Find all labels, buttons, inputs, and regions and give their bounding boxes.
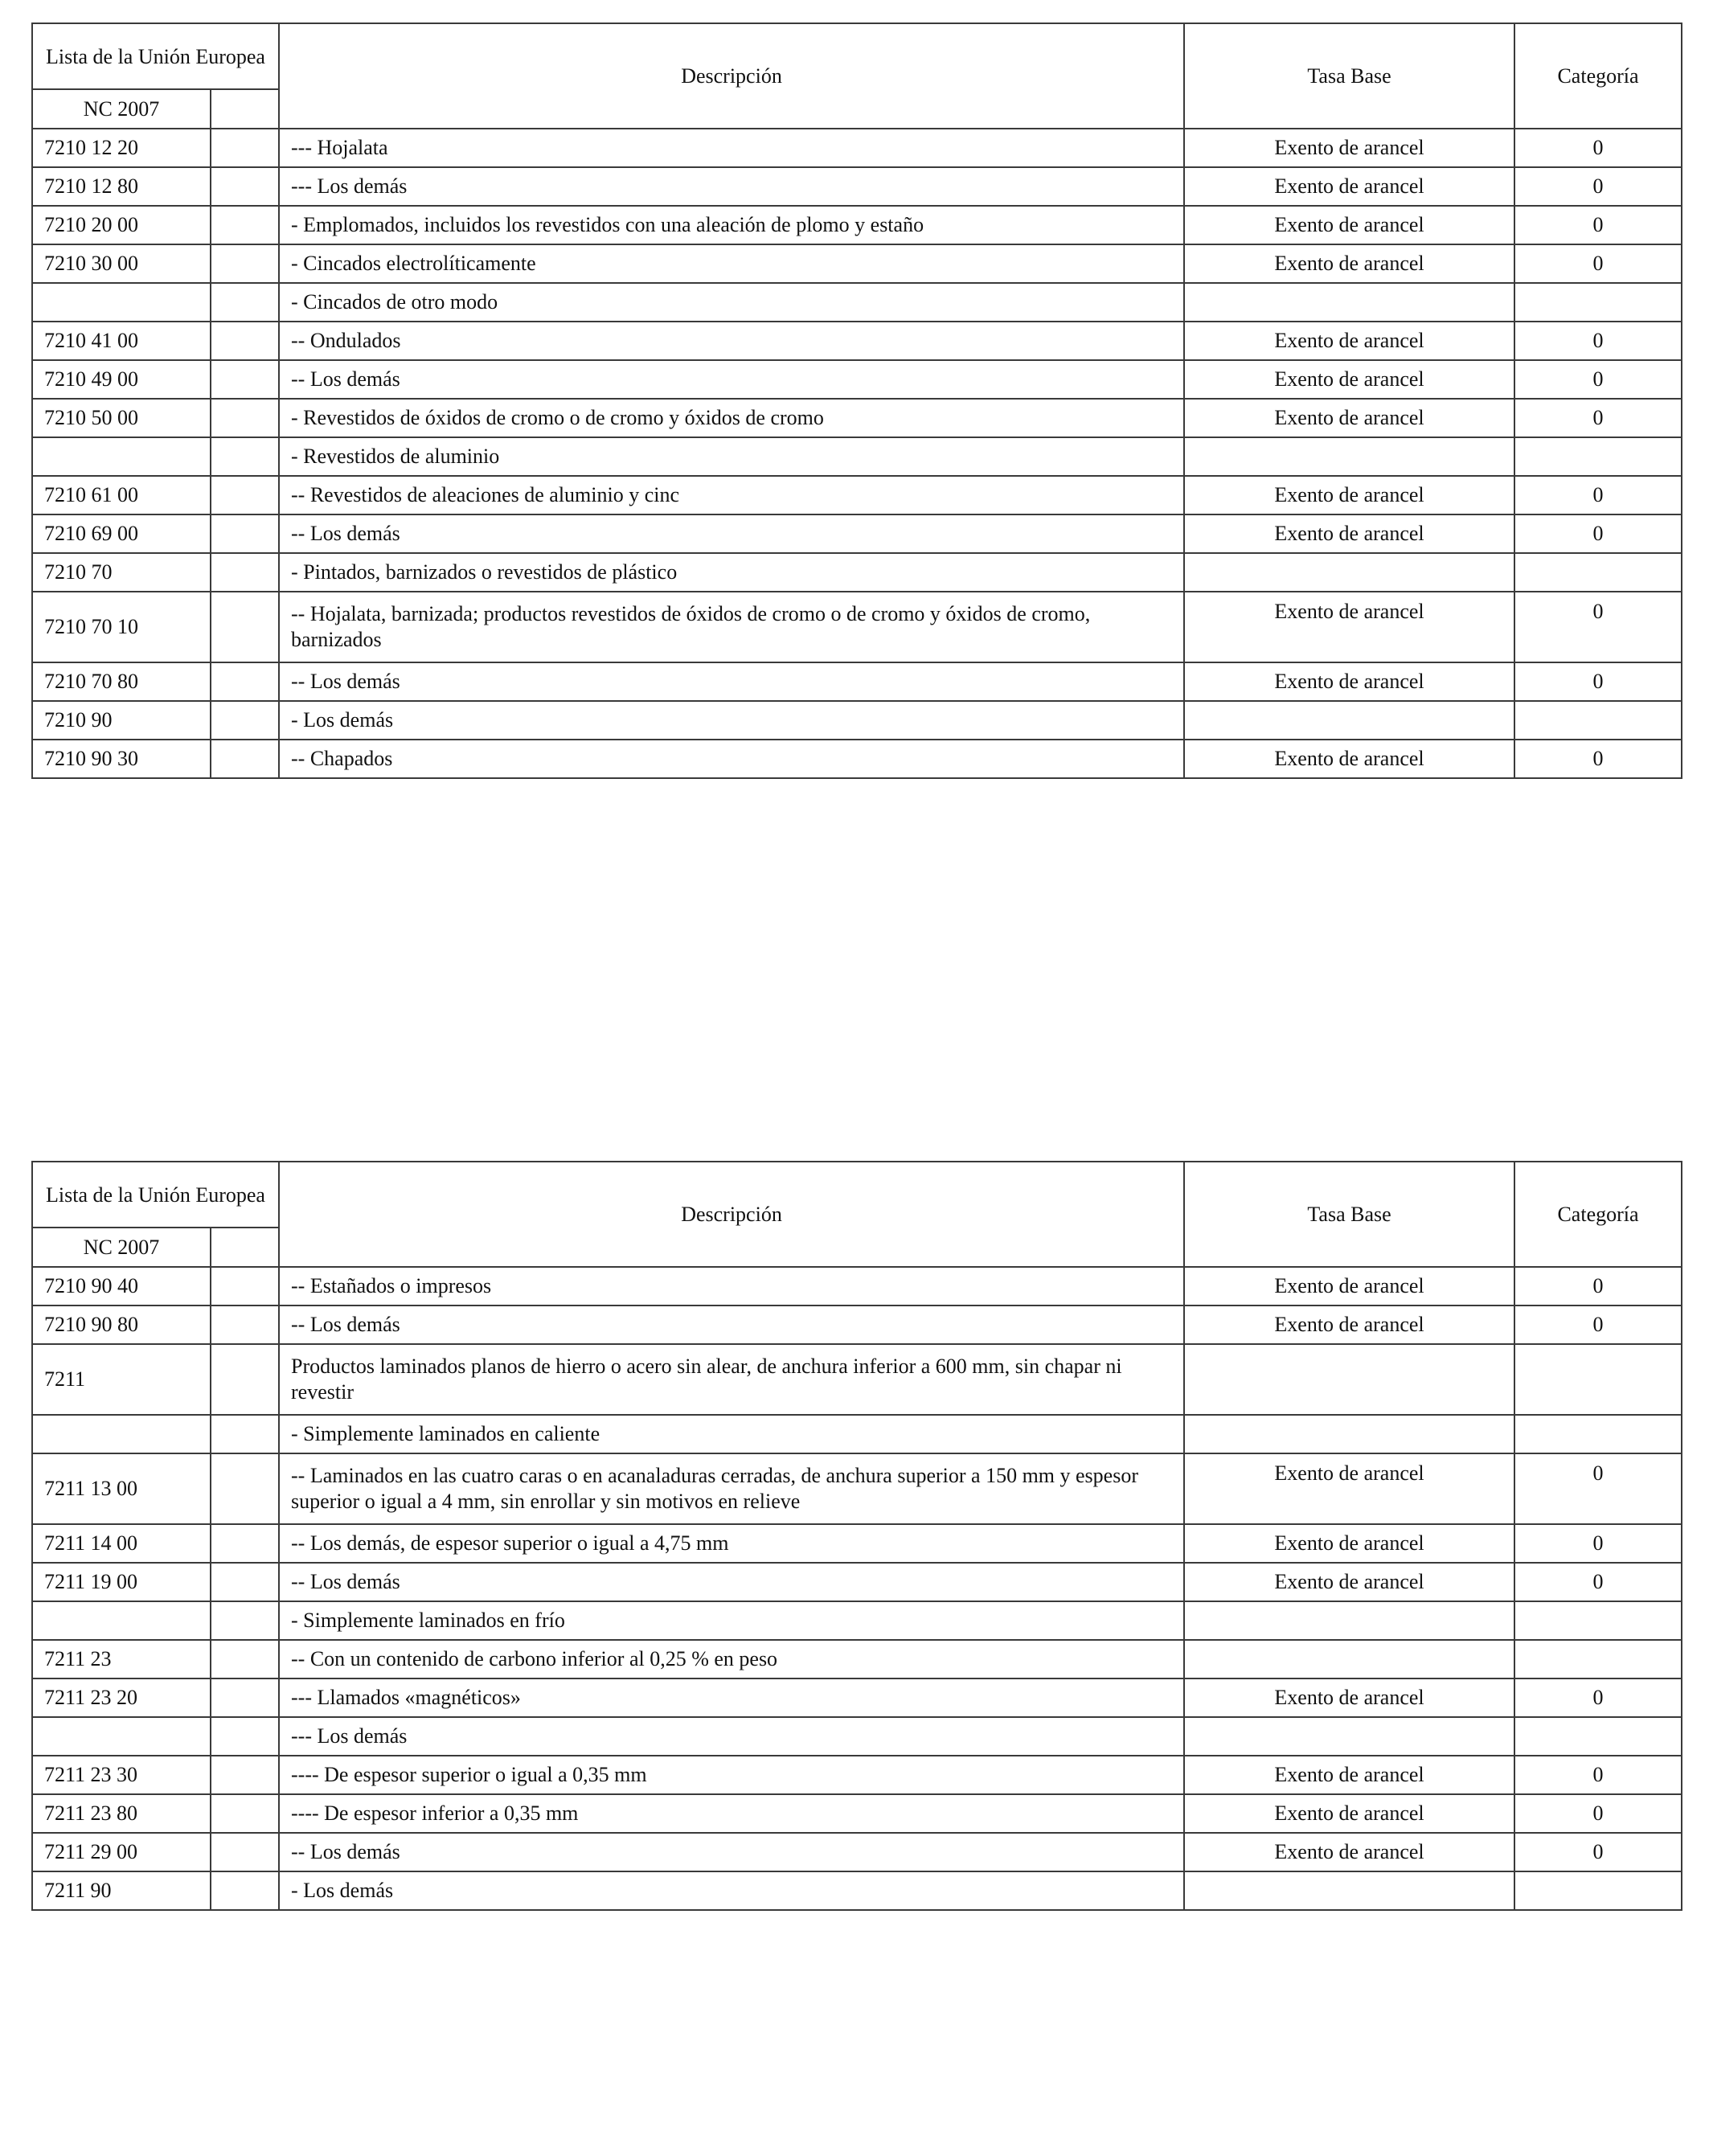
blank-cell bbox=[211, 1563, 279, 1601]
base-rate-cell bbox=[1184, 1344, 1514, 1415]
nc-code-cell: 7210 69 00 bbox=[32, 514, 211, 553]
table-row bbox=[32, 206, 1682, 244]
blank-cell bbox=[211, 1640, 279, 1678]
header-description: Descripción bbox=[279, 23, 1184, 129]
description-cell: - Los demás bbox=[279, 701, 1184, 740]
category-cell: 0 bbox=[1514, 1305, 1682, 1344]
description-cell: --- Los demás bbox=[279, 167, 1184, 206]
base-rate-cell: Exento de arancel bbox=[1184, 1678, 1514, 1717]
base-rate-cell bbox=[1184, 1871, 1514, 1910]
blank-cell bbox=[211, 701, 279, 740]
category-cell: 0 bbox=[1514, 1563, 1682, 1601]
base-rate-cell bbox=[1184, 1717, 1514, 1756]
category-cell: 0 bbox=[1514, 740, 1682, 778]
nc-code-cell: 7210 50 00 bbox=[32, 399, 211, 437]
category-cell: 0 bbox=[1514, 1267, 1682, 1305]
table-row bbox=[32, 1563, 1682, 1601]
nc-code-cell: 7210 12 20 bbox=[32, 129, 211, 167]
header-category: Categoría bbox=[1514, 1162, 1682, 1267]
nc-code-cell: 7211 19 00 bbox=[32, 1563, 211, 1601]
table-row bbox=[32, 129, 1682, 167]
table-row bbox=[32, 662, 1682, 701]
category-cell: 0 bbox=[1514, 1794, 1682, 1833]
base-rate-cell: Exento de arancel bbox=[1184, 740, 1514, 778]
nc-code-cell: 7210 61 00 bbox=[32, 476, 211, 514]
table-row bbox=[32, 1794, 1682, 1833]
base-rate-cell: Exento de arancel bbox=[1184, 322, 1514, 360]
description-cell: -- Los demás bbox=[279, 662, 1184, 701]
table-header bbox=[32, 1162, 1682, 1267]
category-cell: 0 bbox=[1514, 1678, 1682, 1717]
base-rate-cell: Exento de arancel bbox=[1184, 1453, 1514, 1524]
tariff-table-1 bbox=[31, 23, 1682, 779]
table-row bbox=[32, 1678, 1682, 1717]
blank-cell bbox=[211, 129, 279, 167]
description-cell: --- Hojalata bbox=[279, 129, 1184, 167]
base-rate-cell: Exento de arancel bbox=[1184, 1267, 1514, 1305]
description-cell: ---- De espesor inferior a 0,35 mm bbox=[279, 1794, 1184, 1833]
description-cell: -- Los demás bbox=[279, 1833, 1184, 1871]
table-row bbox=[32, 1267, 1682, 1305]
nc-code-cell: 7211 23 20 bbox=[32, 1678, 211, 1717]
base-rate-cell bbox=[1184, 553, 1514, 592]
blank-cell bbox=[211, 283, 279, 322]
base-rate-cell bbox=[1184, 437, 1514, 476]
description-cell: -- Revestidos de aleaciones de aluminio y cinc bbox=[279, 476, 1184, 514]
header-eu-list: Lista de la Unión Europea bbox=[32, 23, 279, 89]
category-cell bbox=[1514, 1415, 1682, 1453]
base-rate-cell bbox=[1184, 1640, 1514, 1678]
table-row bbox=[32, 1833, 1682, 1871]
table-row bbox=[32, 553, 1682, 592]
base-rate-cell: Exento de arancel bbox=[1184, 1305, 1514, 1344]
nc-code-cell: 7210 90 bbox=[32, 701, 211, 740]
blank-cell bbox=[211, 514, 279, 553]
category-cell: 0 bbox=[1514, 1453, 1682, 1524]
blank-cell bbox=[211, 1756, 279, 1794]
blank-cell bbox=[211, 1524, 279, 1563]
table-row bbox=[32, 1756, 1682, 1794]
table-row bbox=[32, 514, 1682, 553]
base-rate-cell: Exento de arancel bbox=[1184, 1794, 1514, 1833]
table-row bbox=[32, 1415, 1682, 1453]
category-cell: 0 bbox=[1514, 167, 1682, 206]
blank-cell bbox=[211, 322, 279, 360]
base-rate-cell bbox=[1184, 1415, 1514, 1453]
blank-cell bbox=[211, 476, 279, 514]
nc-code-cell: 7211 14 00 bbox=[32, 1524, 211, 1563]
nc-code-cell bbox=[32, 1717, 211, 1756]
nc-code-cell bbox=[32, 437, 211, 476]
base-rate-cell bbox=[1184, 1601, 1514, 1640]
table-row bbox=[32, 1453, 1682, 1524]
description-cell: - Pintados, barnizados o revestidos de plástico bbox=[279, 553, 1184, 592]
base-rate-cell: Exento de arancel bbox=[1184, 1756, 1514, 1794]
description-cell: --- Llamados «magnéticos» bbox=[279, 1678, 1184, 1717]
nc-code-cell: 7210 90 30 bbox=[32, 740, 211, 778]
category-cell bbox=[1514, 283, 1682, 322]
nc-code-cell: 7211 23 bbox=[32, 1640, 211, 1678]
nc-code-cell: 7211 23 30 bbox=[32, 1756, 211, 1794]
base-rate-cell bbox=[1184, 283, 1514, 322]
nc-code-cell: 7210 70 bbox=[32, 553, 211, 592]
table-row bbox=[32, 437, 1682, 476]
table-row bbox=[32, 740, 1682, 778]
blank-cell bbox=[211, 1453, 279, 1524]
description-cell: -- Hojalata, barnizada; productos revestidos de óxidos de cromo o de cromo y óxidos de cromo, barnizados bbox=[279, 592, 1184, 662]
table-body bbox=[32, 129, 1682, 778]
base-rate-cell: Exento de arancel bbox=[1184, 662, 1514, 701]
base-rate-cell: Exento de arancel bbox=[1184, 1563, 1514, 1601]
base-rate-cell: Exento de arancel bbox=[1184, 476, 1514, 514]
header-blank-cell bbox=[211, 89, 279, 129]
table-row bbox=[32, 360, 1682, 399]
nc-code-cell: 7210 70 10 bbox=[32, 592, 211, 662]
category-cell: 0 bbox=[1514, 322, 1682, 360]
description-cell: - Emplomados, incluidos los revestidos con una aleación de plomo y estaño bbox=[279, 206, 1184, 244]
nc-code-cell: 7210 49 00 bbox=[32, 360, 211, 399]
description-cell: - Revestidos de óxidos de cromo o de cromo y óxidos de cromo bbox=[279, 399, 1184, 437]
nc-code-cell: 7211 29 00 bbox=[32, 1833, 211, 1871]
blank-cell bbox=[211, 1678, 279, 1717]
header-blank-cell bbox=[211, 1228, 279, 1267]
nc-code-cell bbox=[32, 283, 211, 322]
blank-cell bbox=[211, 1415, 279, 1453]
table-header bbox=[32, 23, 1682, 129]
category-cell: 0 bbox=[1514, 129, 1682, 167]
category-cell: 0 bbox=[1514, 399, 1682, 437]
category-cell: 0 bbox=[1514, 592, 1682, 662]
header-base-rate: Tasa Base bbox=[1184, 1162, 1514, 1267]
category-cell: 0 bbox=[1514, 1756, 1682, 1794]
description-cell: -- Los demás bbox=[279, 1305, 1184, 1344]
nc-code-cell: 7210 20 00 bbox=[32, 206, 211, 244]
blank-cell bbox=[211, 1344, 279, 1415]
base-rate-cell: Exento de arancel bbox=[1184, 360, 1514, 399]
description-cell: -- Chapados bbox=[279, 740, 1184, 778]
table-row bbox=[32, 476, 1682, 514]
nc-code-cell: 7211 23 80 bbox=[32, 1794, 211, 1833]
category-cell bbox=[1514, 1871, 1682, 1910]
blank-cell bbox=[211, 1601, 279, 1640]
description-cell: Productos laminados planos de hierro o acero sin alear, de anchura inferior a 600 mm, sin chapar ni revestir bbox=[279, 1344, 1184, 1415]
description-cell: --- Los demás bbox=[279, 1717, 1184, 1756]
nc-code-cell: 7210 41 00 bbox=[32, 322, 211, 360]
category-cell: 0 bbox=[1514, 514, 1682, 553]
category-cell bbox=[1514, 701, 1682, 740]
blank-cell bbox=[211, 1717, 279, 1756]
description-cell: -- Ondulados bbox=[279, 322, 1184, 360]
category-cell: 0 bbox=[1514, 1524, 1682, 1563]
table-row bbox=[32, 322, 1682, 360]
base-rate-cell: Exento de arancel bbox=[1184, 514, 1514, 553]
category-cell: 0 bbox=[1514, 360, 1682, 399]
header-nc-2007: NC 2007 bbox=[32, 89, 211, 129]
table-row bbox=[32, 1524, 1682, 1563]
blank-cell bbox=[211, 244, 279, 283]
base-rate-cell: Exento de arancel bbox=[1184, 244, 1514, 283]
description-cell: ---- De espesor superior o igual a 0,35 mm bbox=[279, 1756, 1184, 1794]
description-cell: -- Los demás bbox=[279, 514, 1184, 553]
table-row bbox=[32, 1640, 1682, 1678]
base-rate-cell: Exento de arancel bbox=[1184, 129, 1514, 167]
description-cell: -- Estañados o impresos bbox=[279, 1267, 1184, 1305]
blank-cell bbox=[211, 1267, 279, 1305]
description-cell: - Simplemente laminados en frío bbox=[279, 1601, 1184, 1640]
nc-code-cell: 7210 70 80 bbox=[32, 662, 211, 701]
table-row bbox=[32, 1344, 1682, 1415]
category-cell bbox=[1514, 1344, 1682, 1415]
blank-cell bbox=[211, 437, 279, 476]
category-cell: 0 bbox=[1514, 476, 1682, 514]
base-rate-cell: Exento de arancel bbox=[1184, 1524, 1514, 1563]
description-cell: - Cincados electrolíticamente bbox=[279, 244, 1184, 283]
table-row bbox=[32, 1305, 1682, 1344]
description-cell: - Simplemente laminados en caliente bbox=[279, 1415, 1184, 1453]
blank-cell bbox=[211, 167, 279, 206]
category-cell: 0 bbox=[1514, 1833, 1682, 1871]
description-cell: - Los demás bbox=[279, 1871, 1184, 1910]
category-cell bbox=[1514, 553, 1682, 592]
category-cell: 0 bbox=[1514, 244, 1682, 283]
blank-cell bbox=[211, 740, 279, 778]
tariff-table-2 bbox=[31, 1161, 1682, 1911]
table-row bbox=[32, 1871, 1682, 1910]
category-cell: 0 bbox=[1514, 206, 1682, 244]
base-rate-cell bbox=[1184, 701, 1514, 740]
blank-cell bbox=[211, 1794, 279, 1833]
base-rate-cell: Exento de arancel bbox=[1184, 399, 1514, 437]
blank-cell bbox=[211, 553, 279, 592]
table-row bbox=[32, 244, 1682, 283]
blank-cell bbox=[211, 1833, 279, 1871]
description-cell: -- Con un contenido de carbono inferior al 0,25 % en peso bbox=[279, 1640, 1184, 1678]
blank-cell bbox=[211, 592, 279, 662]
table-row bbox=[32, 592, 1682, 662]
header-nc-2007: NC 2007 bbox=[32, 1228, 211, 1267]
nc-code-cell: 7210 90 80 bbox=[32, 1305, 211, 1344]
nc-code-cell: 7210 12 80 bbox=[32, 167, 211, 206]
nc-code-cell: 7211 13 00 bbox=[32, 1453, 211, 1524]
table-row bbox=[32, 283, 1682, 322]
category-cell bbox=[1514, 1640, 1682, 1678]
blank-cell bbox=[211, 206, 279, 244]
blank-cell bbox=[211, 1871, 279, 1910]
nc-code-cell: 7210 30 00 bbox=[32, 244, 211, 283]
category-cell bbox=[1514, 1601, 1682, 1640]
base-rate-cell: Exento de arancel bbox=[1184, 1833, 1514, 1871]
header-base-rate: Tasa Base bbox=[1184, 23, 1514, 129]
description-cell: - Cincados de otro modo bbox=[279, 283, 1184, 322]
table-body bbox=[32, 1267, 1682, 1910]
nc-code-cell bbox=[32, 1601, 211, 1640]
table-row bbox=[32, 167, 1682, 206]
table-row bbox=[32, 701, 1682, 740]
description-cell: -- Los demás bbox=[279, 1563, 1184, 1601]
blank-cell bbox=[211, 662, 279, 701]
category-cell bbox=[1514, 437, 1682, 476]
description-cell: -- Los demás bbox=[279, 360, 1184, 399]
description-cell: -- Laminados en las cuatro caras o en acanaladuras cerradas, de anchura superior a 150 mm y espesor superior o igual a 4 mm, sin enrollar y sin motivos en relieve bbox=[279, 1453, 1184, 1524]
header-category: Categoría bbox=[1514, 23, 1682, 129]
blank-cell bbox=[211, 360, 279, 399]
base-rate-cell: Exento de arancel bbox=[1184, 206, 1514, 244]
table-row bbox=[32, 1601, 1682, 1640]
description-cell: - Revestidos de aluminio bbox=[279, 437, 1184, 476]
table-row bbox=[32, 1717, 1682, 1756]
category-cell bbox=[1514, 1717, 1682, 1756]
blank-cell bbox=[211, 1305, 279, 1344]
nc-code-cell: 7211 90 bbox=[32, 1871, 211, 1910]
nc-code-cell: 7211 bbox=[32, 1344, 211, 1415]
table-row bbox=[32, 399, 1682, 437]
blank-cell bbox=[211, 399, 279, 437]
header-eu-list: Lista de la Unión Europea bbox=[32, 1162, 279, 1228]
nc-code-cell bbox=[32, 1415, 211, 1453]
description-cell: -- Los demás, de espesor superior o igual a 4,75 mm bbox=[279, 1524, 1184, 1563]
base-rate-cell: Exento de arancel bbox=[1184, 167, 1514, 206]
base-rate-cell: Exento de arancel bbox=[1184, 592, 1514, 662]
category-cell: 0 bbox=[1514, 662, 1682, 701]
nc-code-cell: 7210 90 40 bbox=[32, 1267, 211, 1305]
header-description: Descripción bbox=[279, 1162, 1184, 1267]
